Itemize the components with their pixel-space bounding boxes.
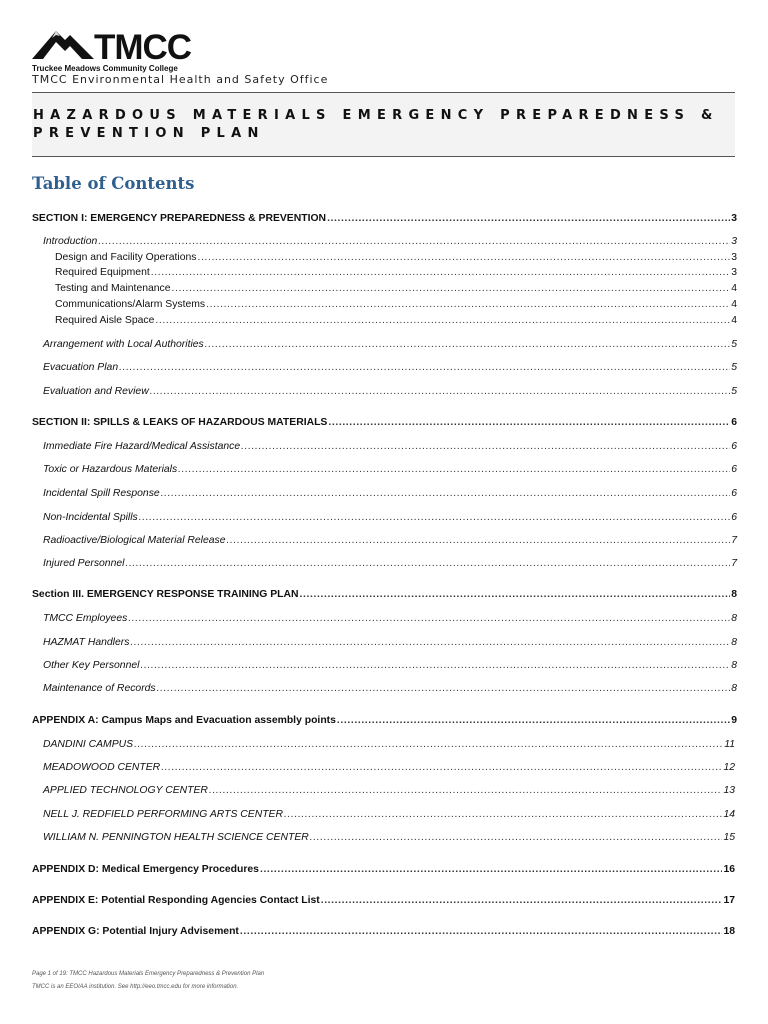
toc-entry-title: Arrangement with Local Authorities: [43, 339, 204, 350]
toc-leader: [310, 831, 723, 845]
toc-entry[interactable]: [55, 251, 737, 265]
toc-leader: [240, 925, 723, 939]
toc-entry-title: MEADOWOOD CENTER: [43, 762, 161, 773]
toc-entry-page: 9: [731, 715, 737, 726]
toc-entry-title: Injured Personnel: [43, 558, 125, 569]
toc-leader: [227, 534, 731, 548]
toc-leader: [178, 463, 730, 477]
toc-entry-title: Radioactive/Biological Material Release: [43, 535, 226, 546]
toc-entry-page: 3: [731, 267, 737, 278]
toc-entry-page: 8: [731, 683, 737, 694]
toc-entry-title: DANDINI CAMPUS: [43, 739, 134, 750]
toc-leader: [119, 361, 730, 375]
toc-entry-page: 5: [731, 362, 737, 373]
toc-entry-title: Other Key Personnel: [43, 660, 140, 671]
toc-entry-title: Design and Facility Operations: [55, 252, 197, 263]
toc-leader: [284, 808, 722, 822]
toc-entry-title: Incidental Spill Response: [43, 488, 160, 499]
toc-leader: [150, 385, 731, 399]
footer-eeo-notice: TMCC is an EEO/AA institution. See http://eeo.tmcc.edu for more information.: [32, 984, 239, 990]
toc-leader: [125, 557, 730, 571]
toc-entry-title: NELL J. REDFIELD PERFORMING ARTS CENTER: [43, 809, 283, 820]
toc-entry-page: 4: [731, 299, 737, 310]
toc-entry[interactable]: [32, 212, 737, 226]
toc-entry-title: Evacuation Plan: [43, 362, 119, 373]
toc-entry[interactable]: [43, 808, 735, 822]
toc-entry-title: SECTION II: SPILLS & LEAKS OF HAZARDOUS MATERIALS: [32, 417, 328, 428]
toc-entry[interactable]: [43, 534, 737, 548]
toc-leader: [98, 235, 730, 249]
college-name: Truckee Meadows Community College: [32, 64, 178, 73]
toc-entry-page: 17: [723, 895, 735, 906]
toc-leader: [161, 761, 722, 775]
title-line-1: HAZARDOUS MATERIALS EMERGENCY PREPAREDNESS &: [33, 108, 719, 123]
toc-entry[interactable]: [43, 361, 737, 375]
toc-entry[interactable]: [43, 682, 737, 696]
document-title: [33, 107, 733, 143]
toc-leader: [161, 487, 731, 501]
toc-entry-title: Introduction: [43, 236, 98, 247]
toc-entry-title: Testing and Maintenance: [55, 283, 171, 294]
toc-entry[interactable]: [32, 925, 735, 939]
toc-leader: [134, 738, 723, 752]
title-band: [32, 92, 735, 157]
toc-entry-page: 4: [731, 315, 737, 326]
toc-entry[interactable]: [43, 761, 735, 775]
toc-entry-title: Toxic or Hazardous Materials: [43, 464, 178, 475]
toc-entry-page: 6: [731, 488, 737, 499]
toc-entry[interactable]: [43, 338, 737, 352]
toc-entry-page: 4: [731, 283, 737, 294]
toc-entry-page: 15: [723, 832, 735, 843]
toc-entry-title: Required Equipment: [55, 267, 150, 278]
toc-entry-page: 5: [731, 386, 737, 397]
toc-leader: [321, 894, 723, 908]
toc-entry-page: 16: [723, 864, 735, 875]
toc-entry-page: 3: [731, 252, 737, 263]
toc-entry-title: Non-Incidental Spills: [43, 512, 138, 523]
toc-entry-page: 6: [731, 464, 737, 475]
toc-leader: [209, 784, 722, 798]
toc-entry-page: 7: [731, 535, 737, 546]
toc-entry-page: 12: [723, 762, 735, 773]
title-line-2: PREVENTION PLAN: [33, 126, 265, 141]
toc-entry[interactable]: [55, 266, 737, 280]
toc-entry-page: 6: [731, 512, 737, 523]
toc-leader: [140, 659, 730, 673]
toc-leader: [300, 588, 731, 602]
toc-entry-title: Immediate Fire Hazard/Medical Assistance: [43, 441, 241, 452]
toc-entry[interactable]: [55, 282, 737, 296]
toc-entry-page: 8: [731, 589, 737, 600]
toc-entry[interactable]: [43, 612, 737, 626]
toc-entry[interactable]: [43, 385, 737, 399]
toc-leader: [155, 314, 730, 328]
toc-leader: [260, 863, 722, 877]
toc-entry-page: 6: [731, 417, 737, 428]
toc-leader: [205, 338, 730, 352]
toc-leader: [206, 298, 730, 312]
toc-entry-title: APPENDIX D: Medical Emergency Procedures: [32, 864, 259, 875]
toc-entry[interactable]: [43, 463, 737, 477]
toc-entry[interactable]: [32, 894, 735, 908]
toc-entry-title: Section III. EMERGENCY RESPONSE TRAINING PLAN: [32, 589, 299, 600]
toc-entry[interactable]: [32, 588, 737, 602]
toc-entry-page: 6: [731, 441, 737, 452]
toc-entry[interactable]: [43, 511, 737, 525]
toc-entry[interactable]: [43, 659, 737, 673]
toc-entry[interactable]: [43, 235, 737, 249]
toc-entry-title: Communications/Alarm Systems: [55, 299, 206, 310]
footer-page-info: Page 1 of 19: TMCC Hazardous Materials Emergency Preparedness & Prevention Plan: [32, 971, 265, 977]
toc-entry-page: 13: [723, 785, 735, 796]
toc-entry-title: APPENDIX A: Campus Maps and Evacuation assembly points: [32, 715, 336, 726]
toc-entry[interactable]: [32, 714, 737, 728]
office-name: TMCC Environmental Health and Safety Office: [32, 73, 329, 86]
toc-leader: [151, 266, 730, 280]
toc-entry[interactable]: [43, 487, 737, 501]
toc-leader: [172, 282, 731, 296]
toc-entry-page: 5: [731, 339, 737, 350]
toc-entry[interactable]: [43, 636, 737, 650]
toc-entry-page: 3: [731, 213, 737, 224]
toc-entry-title: APPENDIX E: Potential Responding Agencies Contact List: [32, 895, 320, 906]
toc-entry-page: 14: [723, 809, 735, 820]
toc-entry[interactable]: [43, 440, 737, 454]
logo-wordmark: TMCC: [94, 28, 192, 67]
toc-entry-title: WILLIAM N. PENNINGTON HEALTH SCIENCE CENTER: [43, 832, 309, 843]
toc-leader: [157, 682, 731, 696]
mountain-icon: [32, 28, 94, 60]
toc-entry[interactable]: [32, 863, 735, 877]
toc-leader: [337, 714, 730, 728]
toc-entry-page: 8: [731, 660, 737, 671]
toc-leader: [327, 212, 730, 226]
toc-entry-title: TMCC Employees: [43, 613, 128, 624]
toc-entry-page: 11: [724, 739, 735, 750]
toc-entry[interactable]: [43, 831, 735, 845]
toc-leader: [139, 511, 731, 525]
toc-entry-page: 8: [731, 637, 737, 648]
toc-entry[interactable]: [43, 738, 735, 752]
toc-leader: [130, 636, 730, 650]
toc-leader: [198, 251, 731, 265]
toc-entry[interactable]: [55, 314, 737, 328]
toc-leader: [328, 416, 730, 430]
toc-heading: Table of Contents: [32, 174, 195, 193]
toc-entry[interactable]: [55, 298, 737, 312]
toc-entry[interactable]: [32, 416, 737, 430]
toc-entry[interactable]: [43, 557, 737, 571]
toc-entry[interactable]: [43, 784, 735, 798]
toc-leader: [241, 440, 730, 454]
toc-entry-title: SECTION I: EMERGENCY PREPAREDNESS & PREVENTION: [32, 213, 327, 224]
toc-entry-page: 3: [731, 236, 737, 247]
toc-entry-page: 8: [731, 613, 737, 624]
toc-entry-title: Required Aisle Space: [55, 315, 155, 326]
toc-entry-title: APPLIED TECHNOLOGY CENTER: [43, 785, 208, 796]
toc-entry-title: Evaluation and Review: [43, 386, 149, 397]
toc-entry-title: HAZMAT Handlers: [43, 637, 130, 648]
toc-entry-page: 7: [731, 558, 737, 569]
toc-entry-title: Maintenance of Records: [43, 683, 156, 694]
toc-entry-title: APPENDIX G: Potential Injury Advisement: [32, 926, 239, 937]
toc-leader: [128, 612, 730, 626]
toc-entry-page: 18: [723, 926, 735, 937]
